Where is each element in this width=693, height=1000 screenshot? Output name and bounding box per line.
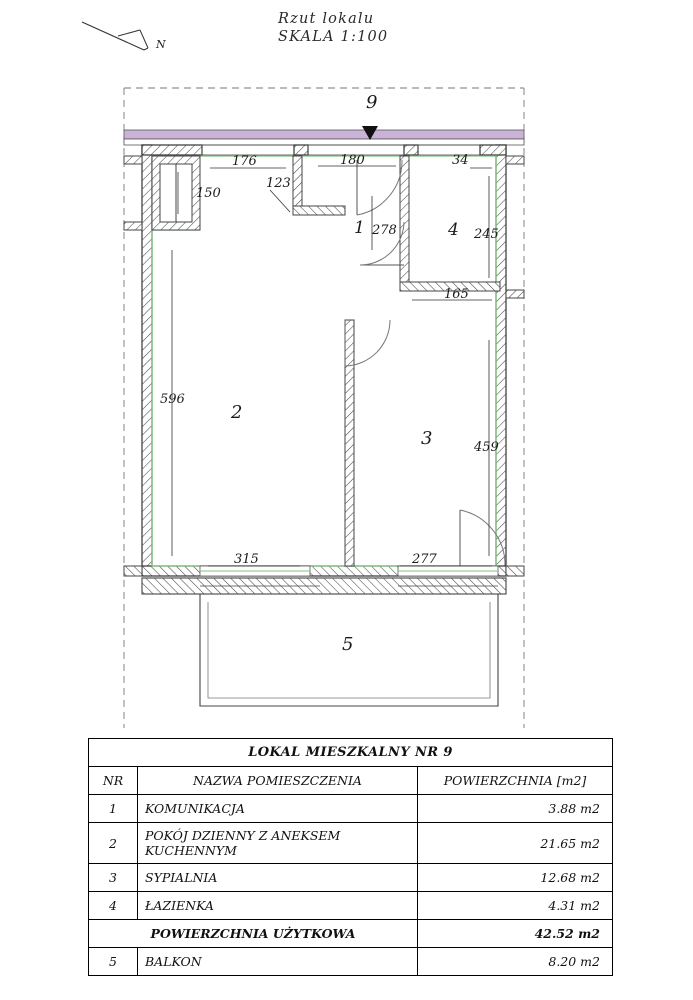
exterior-wall-top <box>124 130 524 145</box>
table-row-balcony <box>89 948 613 976</box>
dimension-ticks <box>172 166 492 566</box>
room-label-5: 5 <box>342 634 354 655</box>
door-swings <box>345 160 505 566</box>
table-title-row <box>89 739 613 767</box>
column-header-area: POWIERZCHNIA [m2] <box>418 767 613 795</box>
row-area: 12.68 m2 <box>418 864 613 892</box>
column-header-name: NAZWA POMIESZCZENIA <box>138 767 418 795</box>
row-name: ŁAZIENKA <box>138 892 418 920</box>
table-total-row <box>89 920 613 948</box>
row-area: 3.88 m2 <box>418 795 613 823</box>
dimension-176: 176 <box>232 154 257 169</box>
dimension-278: 278 <box>372 223 397 238</box>
dimension-165: 165 <box>444 287 469 302</box>
row-nr: 2 <box>89 823 138 864</box>
table-row <box>89 823 613 864</box>
dimension-180: 180 <box>340 153 365 168</box>
table-header-row <box>89 767 613 795</box>
table-row <box>89 864 613 892</box>
dimension-150: 150 <box>196 186 221 201</box>
row-name: KOMUNIKACJA <box>138 795 418 823</box>
dimension-245: 245 <box>474 227 499 242</box>
plan-title-line2: SKALA 1:100 <box>278 29 389 46</box>
total-label: POWIERZCHNIA UŻYTKOWA <box>89 920 418 948</box>
table-title: LOKAL MIESZKALNY NR 9 <box>89 739 613 767</box>
room-label-2: 2 <box>231 402 243 423</box>
north-letter: N <box>156 38 166 51</box>
dimension-596: 596 <box>160 392 185 407</box>
row-name: SYPIALNIA <box>138 864 418 892</box>
dimension-34: 34 <box>452 153 469 168</box>
row-area: 4.31 m2 <box>418 892 613 920</box>
table-row <box>89 892 613 920</box>
total-area: 42.52 m2 <box>418 920 613 948</box>
usable-area-outline <box>152 156 496 566</box>
dimension-277: 277 <box>412 552 437 567</box>
room-label-3: 3 <box>421 428 433 449</box>
row-area: 21.65 m2 <box>418 823 613 864</box>
balcony <box>142 578 506 706</box>
room-label-1: 1 <box>354 218 365 238</box>
dimension-315: 315 <box>234 552 259 567</box>
plan-title-line1: Rzut lokalu <box>278 11 375 27</box>
row-area: 8.20 m2 <box>418 948 613 976</box>
table-row <box>89 795 613 823</box>
room-label-4: 4 <box>448 220 459 240</box>
dimension-123: 123 <box>266 176 291 191</box>
row-name: POKÓJ DZIENNY Z ANEKSEM KUCHENNYM <box>138 823 418 864</box>
internal-partitions <box>293 156 500 566</box>
row-nr: 4 <box>89 892 138 920</box>
row-nr: 5 <box>89 948 138 976</box>
dimension-459: 459 <box>474 440 499 455</box>
row-nr: 3 <box>89 864 138 892</box>
row-nr: 1 <box>89 795 138 823</box>
left-niche <box>152 156 200 230</box>
column-header-nr: NR <box>89 767 138 795</box>
row-name: BALKON <box>138 948 418 976</box>
apartment-number-label: 9 <box>366 92 378 113</box>
room-schedule-table <box>88 738 613 976</box>
